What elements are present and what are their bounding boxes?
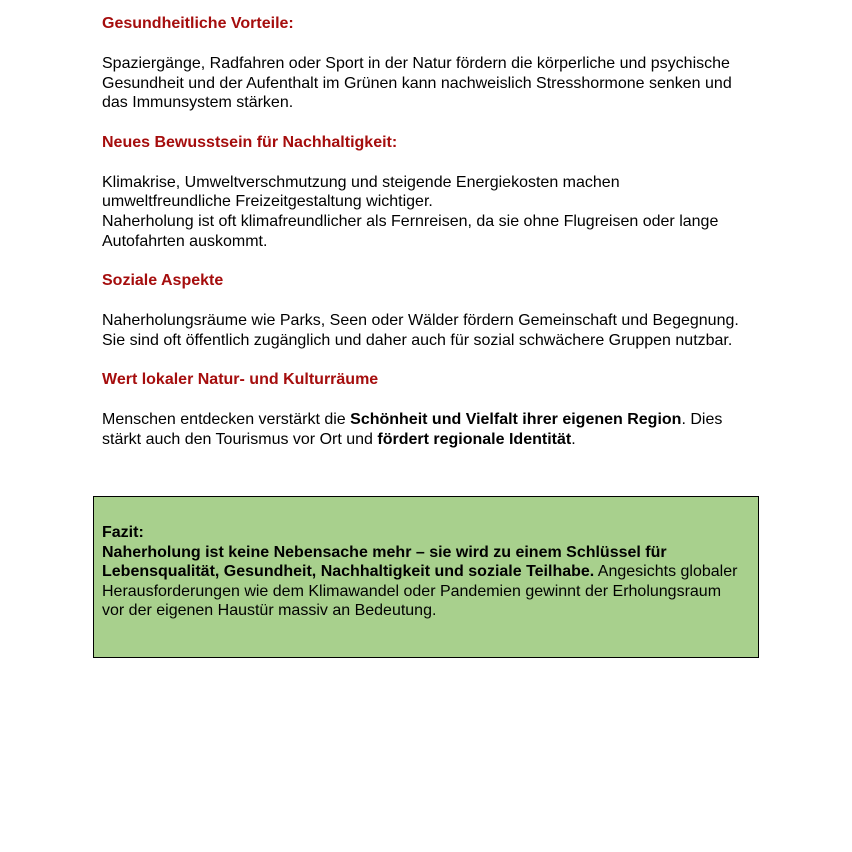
fazit-box: [93, 496, 759, 658]
fazit-rest: Angesichts globaler Herausforderungen wie dem Klimawandel oder Pandemien gewinnt der Erholungsraum vor der eigenen Haustür massiv an Bedeutung.: [102, 563, 738, 620]
local-nature-text-2: . Dies stärkt auch den Tourismus vor Ort und: [102, 411, 723, 448]
document-body: [102, 14, 752, 470]
paragraph-sustainability-2: Naherholung ist oft klimafreundlicher als Fernreisen, da sie ohne Flugreisen oder lange Autofahrten auskommt.: [102, 212, 719, 250]
fazit-paragraph: [102, 523, 742, 621]
local-nature-bold-1: Schönheit und Vielfalt ihrer eigenen Region: [350, 411, 682, 429]
fazit-bold-statement: Naherholung ist keine Nebensache mehr – sie wird zu einem Schlüssel für Lebensqualität, Gesundheit, Nachhaltigkeit und soziale Teilhabe.: [102, 543, 667, 581]
heading-social-aspects: Soziale Aspekte: [102, 272, 224, 290]
paragraph-sustainability-1: Klimakrise, Umweltverschmutzung und steigende Energiekosten machen umweltfreundliche Freizeitgestaltung wichtiger.: [102, 173, 620, 211]
heading-sustainability: Neues Bewusstsein für Nachhaltigkeit:: [102, 133, 398, 151]
paragraph-health-benefits: Spaziergänge, Radfahren oder Sport in der Natur fördern die körperliche und psychische Gesundheit und der Aufenthalt im Grünen kann nachweislich Stresshormone senken und das Immunsystem stärken.: [102, 55, 732, 112]
paragraph-social-aspects: Naherholungsräume wie Parks, Seen oder Wälder fördern Gemeinschaft und Begegnung. Sie sind oft öffentlich zugänglich und daher auch für sozial schwächere Gruppen nutzbar.: [102, 312, 739, 349]
heading-health-benefits: Gesundheitliche Vorteile:: [102, 15, 294, 32]
fazit-label: Fazit:: [102, 524, 144, 541]
local-nature-text-1: Menschen entdecken verstärkt die: [102, 411, 351, 429]
local-nature-bold-2: fördert regionale Identität: [377, 430, 572, 448]
local-nature-text-3: .: [571, 430, 576, 448]
paragraph-local-nature: [102, 410, 752, 449]
heading-local-nature: Wert lokaler Natur- und Kulturräume: [102, 371, 379, 389]
